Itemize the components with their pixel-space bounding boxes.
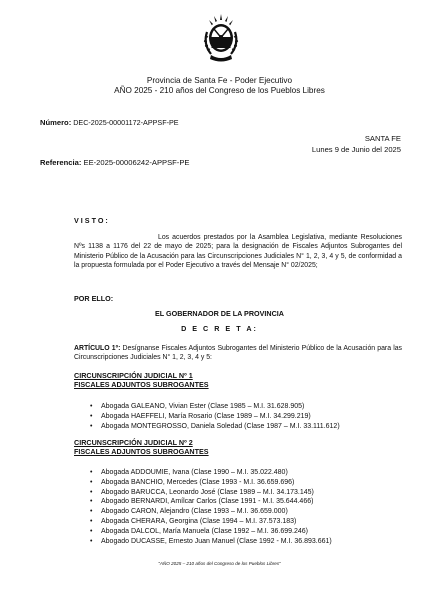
list-item: • Abogado BERNARDI, Amílcar Carlos (Clase 1991 - M.I. 35.644.466) xyxy=(90,497,332,507)
por-ello-heading: POR ELLO: xyxy=(74,294,114,303)
circunscripcion-2-title: CIRCUNSCRIPCIÓN JUDICIAL Nº 2 xyxy=(74,438,193,447)
article-1 xyxy=(74,344,402,363)
circunscripcion-1-list xyxy=(90,402,340,431)
list-item: • Abogada GALEANO, Vivian Ester (Clase 1985 – M.I. 31.628.905) xyxy=(90,402,340,412)
reference-label: Referencia: xyxy=(40,158,82,167)
header-province: Provincia de Santa Fe - Poder Ejecutivo xyxy=(146,76,293,85)
article-1-label: ARTÍCULO 1º: xyxy=(74,345,121,352)
reference xyxy=(40,158,189,167)
document-number-label: Número: xyxy=(40,118,72,127)
list-item: • Abogada DALCOL, María Manuela (Clase 1992 – M.I. 36.699.246) xyxy=(90,527,332,537)
circunscripcion-2-heading xyxy=(74,438,209,456)
location-city: SANTA FE xyxy=(364,134,401,143)
circunscripcion-1-heading xyxy=(74,371,209,389)
circunscripcion-1-title: CIRCUNSCRIPCIÓN JUDICIAL Nº 1 xyxy=(74,371,193,380)
article-1-text: Desígnanse Fiscales Adjuntos Subrogantes del Ministerio Público de la Acusación para las Circunscripciones Judiciales N° 1, 2, 3, 4 y 5: xyxy=(74,345,403,362)
visto-heading: VISTO: xyxy=(74,216,110,225)
footer-motto: "AÑO 2025 – 210 años del Congreso de los Pueblos Libres" xyxy=(158,561,281,566)
document-date: Lunes 9 de Junio del 2025 xyxy=(311,145,401,154)
visto-paragraph: Los acuerdos prestados por la Asamblea Legislativa, mediante Resoluciones Nºs 1138 a 1176 del 22 de mayo de 2025; para la designación de Fiscales Adjuntos Subrogantes del Ministerio Público de la Acusación para las Circunscripciones Judiciales N° 1, 2, 3, 4 y 5, de conformidad a la propuesta formulada por el Poder Ejecutivo a través del Mensaje N° 02/2025; xyxy=(74,234,402,269)
list-item: • Abogada BANCHIO, Mercedes (Clase 1993 - M.I. 36.659.696) xyxy=(90,478,332,488)
header-year-motto: AÑO 2025 - 210 años del Congreso de los Pueblos Libres xyxy=(114,86,325,95)
circunscripcion-1-subtitle: FISCALES ADJUNTOS SUBROGANTES xyxy=(74,380,209,389)
list-item: • Abogado BARUCCA, Leonardo José (Clase 1989 – M.I. 34.173.145) xyxy=(90,488,332,498)
circunscripcion-2-subtitle: FISCALES ADJUNTOS SUBROGANTES xyxy=(74,447,209,456)
provincial-seal-icon xyxy=(199,12,243,64)
list-item: • Abogada CHERARA, Georgina (Clase 1994 – M.I. 37.573.183) xyxy=(90,517,332,527)
reference-value: EE-2025-00006242-APPSF-PE xyxy=(83,158,190,167)
list-item: • Abogada MONTEGROSSO, Daniela Soledad (Clase 1987 – M.I. 33.111.612) xyxy=(90,422,340,432)
list-item: • Abogado CARON, Alejandro (Clase 1993 – M.I. 36.659.000) xyxy=(90,507,332,517)
list-item: • Abogada ADDOUMIE, Ivana (Clase 1990 – M.I. 35.022.480) xyxy=(90,468,332,478)
document-number-value: DEC-2025-00001172-APPSF-PE xyxy=(73,118,179,127)
list-item: • Abogada HAEFFELI, María Rosario (Clase 1989 – M.I. 34.299.219) xyxy=(90,412,340,422)
list-item: • Abogado DUCASSE, Ernesto Juan Manuel (Clase 1992 - M.I. 36.893.661) xyxy=(90,537,332,547)
document-number xyxy=(40,118,179,127)
decreta-heading: D E C R E T A: xyxy=(181,324,258,333)
circunscripcion-2-list xyxy=(90,468,332,546)
governor-heading: EL GOBERNADOR DE LA PROVINCIA xyxy=(155,309,284,318)
